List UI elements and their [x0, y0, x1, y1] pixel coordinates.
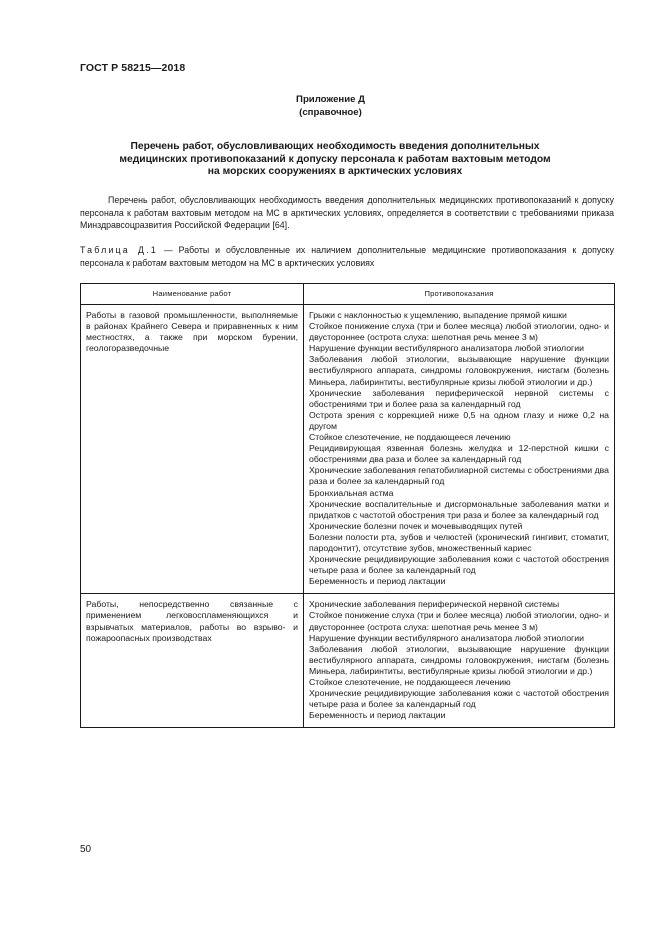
contraindication-item: Рецидивирующая язвенная болезнь желудка и 12-перстной кишки с обострениями два раза и более за календарный год [309, 443, 609, 465]
contraindication-item: Стойкое слезотечение, не поддающееся лечению [309, 432, 511, 443]
appendix-heading [0, 94, 661, 119]
contraindication-item: Хронические болезни почек и мочевыводящих путей [309, 520, 523, 531]
title-line: Перечень работ, обусловливающих необходимость введения дополнительных [130, 141, 540, 152]
contraindication-item: Хронические заболевания периферической нервной системы [309, 599, 560, 610]
contraindication-item: Хронические рецидивирующие заболевания кожи с частотой обострения четыре раза и более за календарный год [309, 554, 609, 576]
contraindications-cell [304, 594, 615, 728]
contraindications-table [80, 283, 615, 728]
appendix-name: Приложение Д [296, 94, 365, 105]
table-caption [80, 244, 614, 269]
contraindication-item: Нарушение функции вестибулярного анализатора любой этиологии [309, 632, 584, 643]
contraindication-item: Хронические воспалительные и дисгормональные заболевания матки и придатков с частотой обострения три раза и более за календарный год [309, 498, 609, 520]
contraindication-item: Стойкое понижение слуха (три и более месяца) любой этиологии, одно- и двустороннее (острота слуха: шепотная речь менее 3 м) [309, 321, 609, 343]
appendix-title [90, 141, 580, 179]
title-line: на морских сооружениях в арктических условиях [207, 166, 463, 177]
contraindication-item: Хронические заболевания гепатобилиарной системы с обострениями два раза и более за календарный год [309, 465, 609, 487]
contraindication-item: Заболевания любой этиологии, вызывающие нарушение функции вестибулярного аппарата, синдромы головокружения, нистагм (болезнь Миньера, лабиринтиты, вестибулярные кризы любой этиологии и др.) [309, 643, 609, 676]
contraindication-item: Грыжи с наклонностью к ущемлению, выпадение прямой кишки [309, 310, 567, 320]
contraindication-item: Стойкое слезотечение, не поддающееся лечению [309, 677, 511, 687]
table-header-row [81, 284, 615, 305]
contraindication-item: Хронические заболевания периферической нервной системы с обострениями три и более раза за календарный год [309, 387, 609, 409]
page-number: 50 [80, 844, 92, 855]
table-row [81, 594, 615, 728]
contraindication-item: Беременность и период лактации [309, 710, 446, 721]
table-caption-text: — Работы и обусловленные их наличием дополнительные медицинские противопоказания к допуску персонала к работам вахтовым методом на МС в арктических условиях [80, 245, 614, 268]
work-cell: Работы, непосредственно связанные с применением легковоспламеняющихся и взрывчатых материалов, работы во взрыво- и пожароопасных производствах [81, 594, 304, 728]
contraindication-item: Хронические рецидивирующие заболевания кожи с частотой обострения четыре раза и более за календарный год [309, 688, 609, 710]
contraindication-item: Заболевания любой этиологии, вызывающие нарушение функции вестибулярного аппарата, синдромы головокружения, нистагм (болезнь Миньера, лабиринтиты, вестибулярные кризы любой этиологии и др.) [309, 354, 609, 387]
contraindication-item: Острота зрения с коррекцией ниже 0,5 на одном глазу и ниже 0,2 на другом [309, 409, 609, 431]
contraindication-item: Стойкое понижение слуха (три и более месяца) любой этиологии, одно- и двустороннее (острота слуха: шепотная речь менее 3 м) [309, 610, 609, 632]
column-header-work: Наименование работ [81, 284, 304, 305]
contraindication-item: Болезни полости рта, зубов и челюстей (хронический гингивит, стоматит, пародонтит), отсутствие зубов, множественный кариес [309, 531, 609, 553]
intro-paragraph: Перечень работ, обусловливающих необходимость введения дополнительных медицинских противопоказаний к допуску персонала к работам вахтовым методом на МС в арктических условиях, определяется в соответствии с требованиями приказа Минздравсоцразвития Российской Федерации [64]. [80, 195, 614, 230]
work-cell: Работы в газовой промышленности, выполняемые в районах Крайнего Севера и приравненных к ним местностях, а также при морском бурении, геологоразведочные [81, 305, 304, 594]
document-header: ГОСТ Р 58215—2018 [80, 62, 186, 74]
title-line: медицинских противопоказаний к допуску персонала к работам вахтовым методом [119, 153, 551, 165]
table-caption-label: Таблица Д.1 [80, 245, 158, 255]
contraindication-item: Бронхиальная астма [309, 487, 394, 498]
appendix-status: (справочное) [299, 106, 362, 118]
table-row [81, 305, 615, 594]
contraindication-item: Нарушение функции вестибулярного анализатора любой этиологии [309, 343, 584, 354]
contraindications-cell [304, 305, 615, 594]
column-header-contraindications: Противопоказания [304, 284, 615, 305]
contraindication-item: Беременность и период лактации [309, 576, 446, 587]
